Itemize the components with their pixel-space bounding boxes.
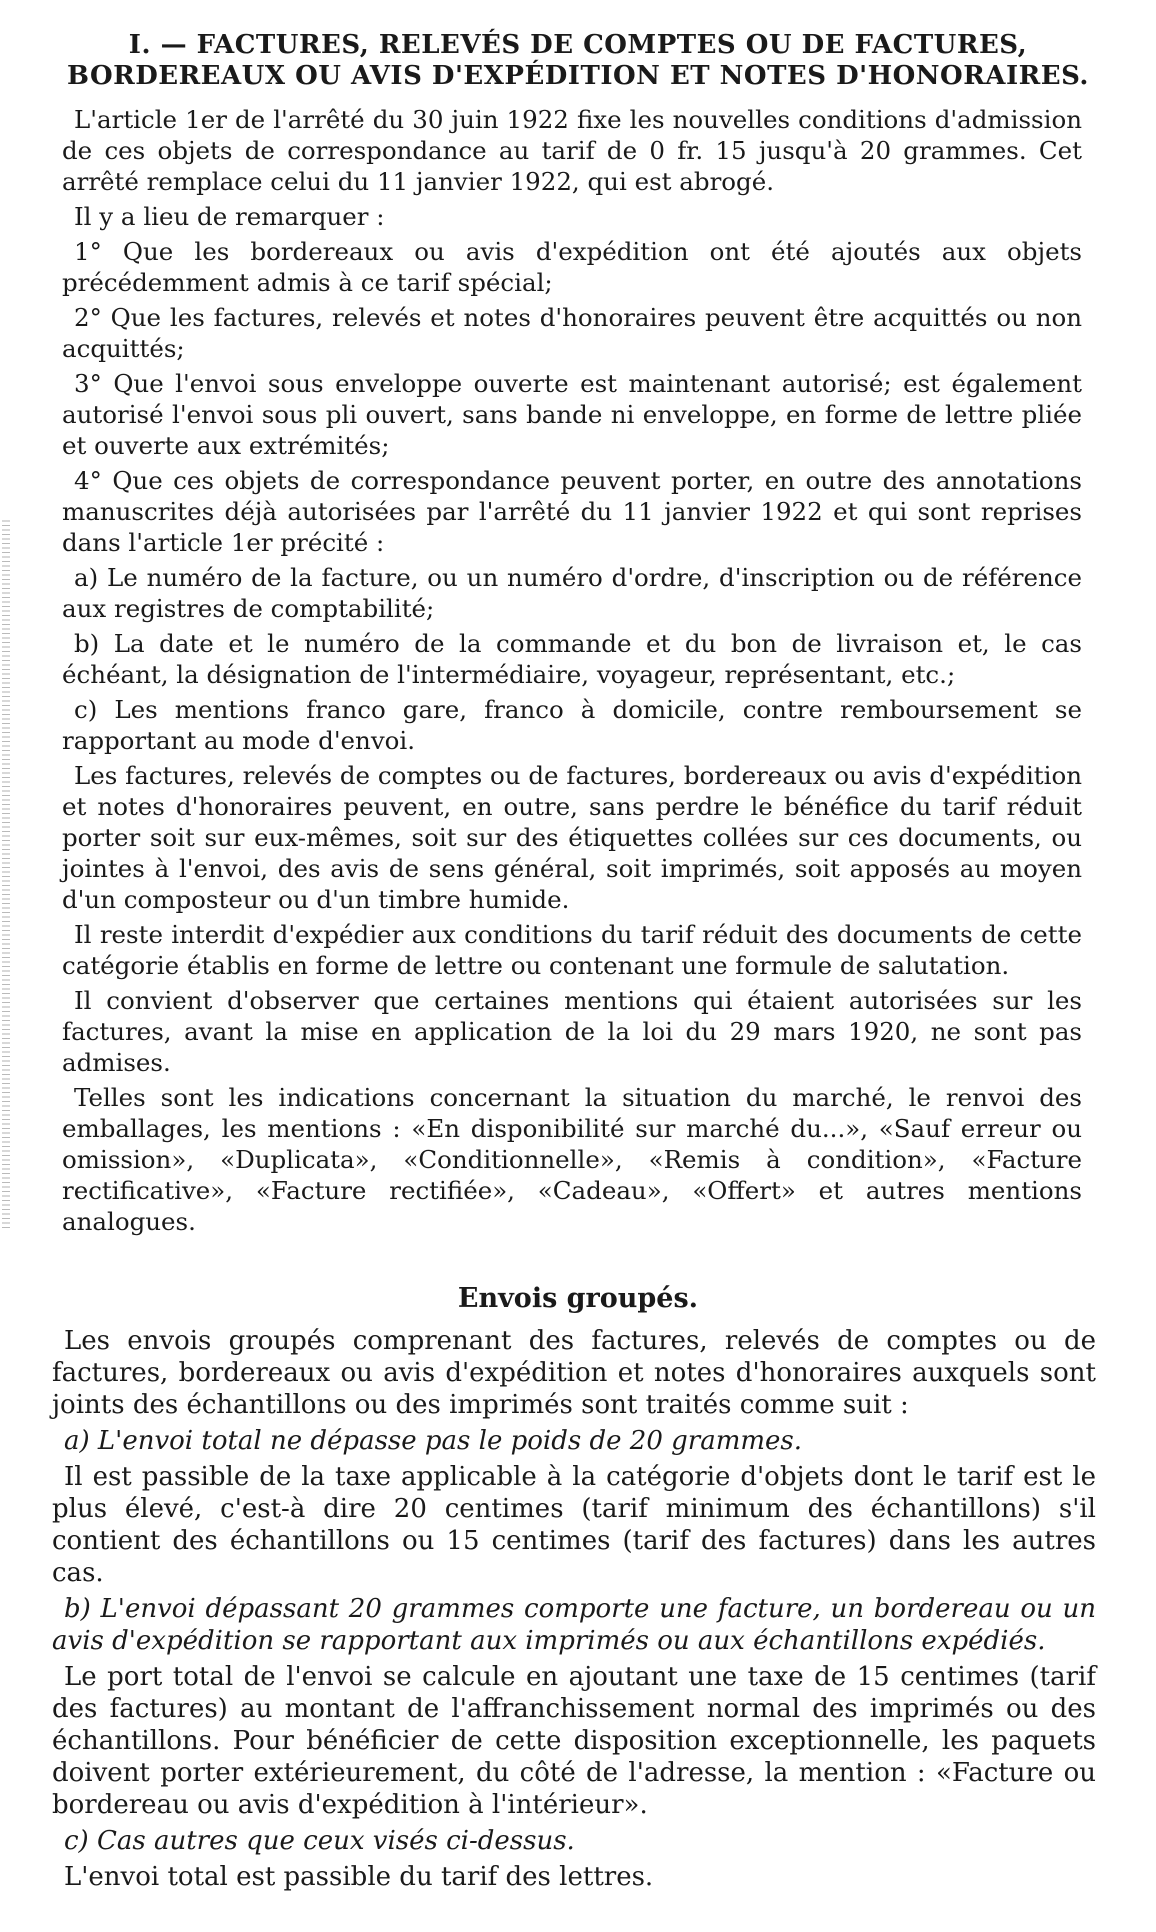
- envois-groupes-title: Envois groupés.: [457, 1283, 699, 1314]
- scan-margin-artifact: [2, 520, 10, 1230]
- paragraph: 1° Que les bordereaux ou avis d'expédition ont été ajoutés aux objets précédemment admis à ce tarif spécial;: [62, 237, 1082, 297]
- paragraph: Le port total de l'envoi se calcule en ajoutant une taxe de 15 centimes (tarif des factures) au montant de l'affranchissement normal des imprimés ou des échantillons. Pour bénéficier de cette disposition exceptionnelle, les paquets doivent porter extérieurement, du côté de l'adresse, la mention : «Facture ou bordereau ou avis d'expédition à l'intérieur».: [52, 1662, 1096, 1820]
- paragraph: 3° Que l'envoi sous enveloppe ouverte est maintenant autorisé; est également autorisé l'envoi sous pli ouvert, sans bande ni enveloppe, en forme de lettre pliée et ouverte aux extrémités;: [62, 369, 1082, 460]
- paragraph: Les factures, relevés de comptes ou de factures, bordereaux ou avis d'expédition et notes d'honoraires peuvent, en outre, sans perdre le bénéfice du tarif réduit porter soit sur eux-mêmes, soit sur des étiquettes collées sur ces documents, ou jointes à l'envoi, des avis de sens général, soit imprimés, soit apposés au moyen d'un composteur ou d'un timbre humide.: [62, 761, 1082, 914]
- paragraph: Telles sont les indications concernant la situation du marché, le renvoi des emballages, les mentions : «En disponibilité sur marché du...», «Sauf erreur ou omission», «Duplicata», «Conditionnelle», «Remis à condition», «Facture rectificative», «Facture rectifiée», «Cadeau», «Offert» et autres mentions analogues.: [62, 1083, 1082, 1236]
- paragraph: L'envoi total est passible du tarif des lettres.: [64, 1862, 654, 1892]
- paragraph: b) La date et le numéro de la commande et du bon de livraison et, le cas échéant, la désignation de l'intermédiaire, voyageur, représentant, etc.;: [62, 629, 1082, 689]
- part1-body: [62, 104, 1082, 1241]
- section-heading: [60, 30, 1096, 92]
- paragraph: Il est passible de la taxe applicable à la catégorie d'objets dont le tarif est le plus élevé, c'est-à dire 20 centimes (tarif minimum des échantillons) s'il contient des échantillons ou 15 centimes (tarif des factures) dans les autres cas.: [52, 1462, 1096, 1588]
- paragraph: a) Le numéro de la facture, ou un numéro d'ordre, d'inscription ou de référence aux registres de comptabilité;: [62, 563, 1082, 623]
- heading-line-2: BORDEREAUX OU AVIS D'EXPÉDITION ET NOTES D'HONORAIRES.: [67, 61, 1089, 91]
- heading-line-1: I. — FACTURES, RELEVÉS DE COMPTES OU DE FACTURES,: [128, 30, 1028, 60]
- part2-body: [52, 1325, 1096, 1897]
- paragraph: L'article 1er de l'arrêté du 30 juin 1922 fixe les nouvelles conditions d'admission de ces objets de correspondance au tarif de 0 fr. 15 jusqu'à 20 grammes. Cet arrêté remplace celui du 11 janvier 1922, qui est abrogé.: [62, 105, 1082, 196]
- paragraph: 2° Que les factures, relevés et notes d'honoraires peuvent être acquittés ou non acquittés;: [62, 303, 1082, 363]
- paragraph: c) Les mentions franco gare, franco à domicile, contre remboursement se rapportant au mode d'envoi.: [62, 695, 1082, 755]
- subsection-b-title: b) L'envoi dépassant 20 grammes comporte une facture, un bordereau ou un avis d'expédition se rapportant aux imprimés ou aux échantillons expédiés.: [52, 1594, 1096, 1656]
- subsection-c-title: c) Cas autres que ceux visés ci-dessus.: [64, 1826, 575, 1856]
- subsection-a-title: a) L'envoi total ne dépasse pas le poids de 20 grammes.: [64, 1426, 803, 1456]
- paragraph: Il convient d'observer que certaines mentions qui étaient autorisées sur les factures, avant la mise en application de la loi du 29 mars 1920, ne sont pas admises.: [62, 986, 1082, 1077]
- paragraph: Il y a lieu de remarquer :: [74, 202, 385, 231]
- paragraph: Il reste interdit d'expédier aux conditions du tarif réduit des documents de cette catégorie établis en forme de lettre ou contenant une formule de salutation.: [62, 920, 1082, 980]
- paragraph: Les envois groupés comprenant des factures, relevés de comptes ou de factures, bordereaux ou avis d'expédition et notes d'honoraires auxquels sont joints des échantillons ou des imprimés sont traités comme suit :: [52, 1326, 1096, 1420]
- paragraph: 4° Que ces objets de correspondance peuvent porter, en outre des annotations manuscrites déjà autorisées par l'arrêté du 11 janvier 1922 et qui sont reprises dans l'article 1er précité :: [62, 466, 1082, 557]
